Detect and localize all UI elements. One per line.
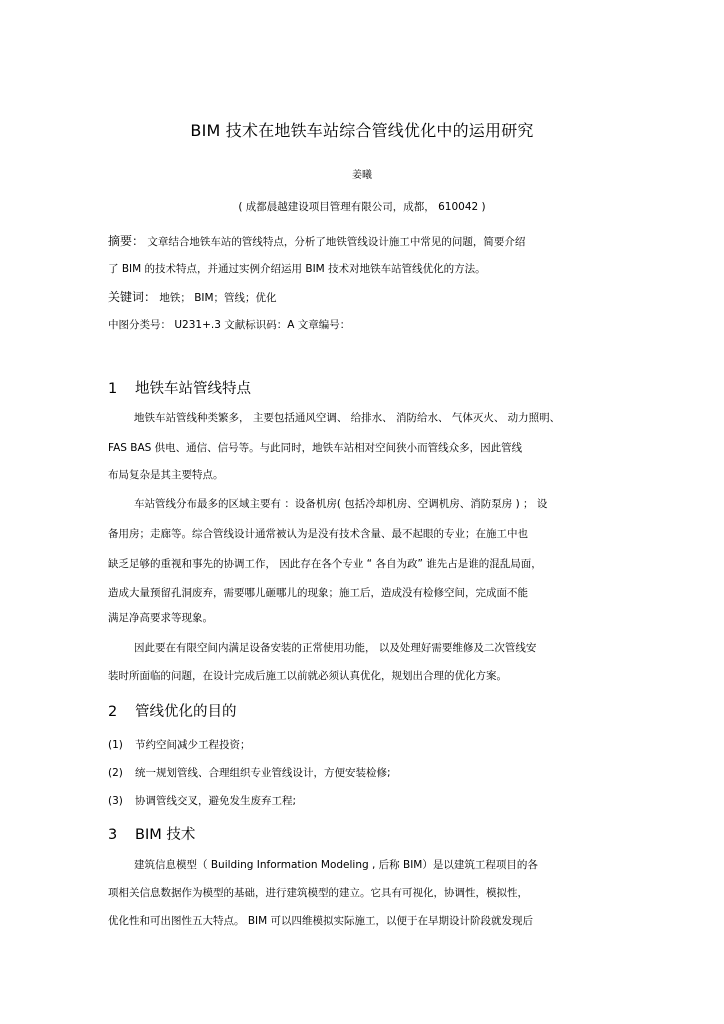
section-1-number: 1 xyxy=(108,381,118,397)
list-item-number: (3) xyxy=(108,795,123,807)
list-item xyxy=(108,766,391,780)
list-item-number: (1) xyxy=(108,739,123,751)
paragraph-line: 车站管线分布最多的区域主要有 ：设备机房( 包括冷却机房、空调机房、消防泵房 ) ； 设 xyxy=(134,498,548,510)
paragraph-line: 建筑信息模型（ Building Information Modeling , 后称 BIM）是以建筑工程项目的各 xyxy=(134,859,538,871)
list-item-number: (2) xyxy=(108,767,123,779)
paragraph-line: 装时所面临的问题，在设计完成后施工以前就必须认真优化，规划出合理的优化方案。 xyxy=(108,670,507,682)
list-item xyxy=(108,794,296,808)
paragraph-line: 因此要在有限空间内满足设备安装的正常使用功能， 以及处理好需要维修及二次管线安 xyxy=(134,642,537,654)
section-3-number: 3 xyxy=(108,827,118,843)
section-2-number: 2 xyxy=(108,704,118,720)
paragraph-line: 造成大量预留孔洞废弃，需要哪儿砸哪儿的现象；施工后，造成没有检修空间，完成面不能 xyxy=(108,587,528,599)
keywords xyxy=(108,290,277,305)
abstract-line-2: 了 BIM 的技术特点，并通过实例介绍运用 BIM 技术对地铁车站管线优化的方法。 xyxy=(108,263,486,275)
section-1-title: 地铁车站管线特点 xyxy=(135,381,251,397)
section-1-heading xyxy=(108,377,251,398)
list-item-text: 节约空间减少工程投资； xyxy=(135,739,251,751)
paragraph-line: FAS BAS 供电、通信、信号等。与此同时，地铁车站相对空间狭小而管线众多，因此管线 xyxy=(108,442,523,454)
section-3-heading xyxy=(108,823,195,844)
paragraph-line: 优化性和可出图性五大特点。 BIM 可以四维模拟实际施工，以便于在早期设计阶段就发现后 xyxy=(108,915,534,927)
author-affiliation: ( 成都晨越建设项目管理有限公司，成都， 610042 ) xyxy=(238,201,486,213)
keywords-label: 关键词： xyxy=(108,290,157,304)
section-2-title: 管线优化的目的 xyxy=(135,704,237,720)
section-2-heading xyxy=(108,700,237,721)
paragraph-line: 缺乏足够的重视和事先的协调工作， 因此存在各个专业 “ 各自为政” 谁先占是谁的混乱局面， xyxy=(108,558,542,570)
classification-line: 中图分类号： U231+.3 文献标识码：A 文章编号： xyxy=(108,319,351,331)
section-3-title: BIM 技术 xyxy=(135,827,196,843)
paragraph-line: 项相关信息数据作为模型的基础，进行建筑模型的建立。它具有可视化，协调性，模拟性， xyxy=(108,887,528,899)
paragraph-line: 备用房；走廊等。综合管线设计通常被认为是没有技术含量、最不起眼的专业；在施工中也 xyxy=(108,528,528,540)
list-item-text: 协调管线交叉，避免发生废弃工程; xyxy=(135,795,297,807)
paper-title: BIM 技术在地铁车站综合管线优化中的运用研究 xyxy=(190,121,534,140)
abstract-line-1 xyxy=(108,234,525,249)
paragraph-line: 满足净高要求等现象。 xyxy=(108,612,213,624)
paragraph-line: 布局复杂是其主要特点。 xyxy=(108,469,224,481)
abstract-text-1: 文章结合地铁车站的管线特点，分析了地铁管线设计施工中常见的问题，简要介绍 xyxy=(147,236,526,248)
author-name: 姜曦 xyxy=(352,170,372,181)
abstract-label: 摘要： xyxy=(108,234,145,248)
list-item-text: 统一规划管线、合理组织专业管线设计，方便安装检修; xyxy=(135,767,391,779)
list-item xyxy=(108,738,251,752)
keywords-text: 地铁； BIM；管线；优化 xyxy=(159,292,277,304)
paragraph-line: 地铁车站管线种类繁多， 主要包括通风空调、 给排水、 消防给水、 气体灭火、 动力照明、 xyxy=(134,412,561,424)
